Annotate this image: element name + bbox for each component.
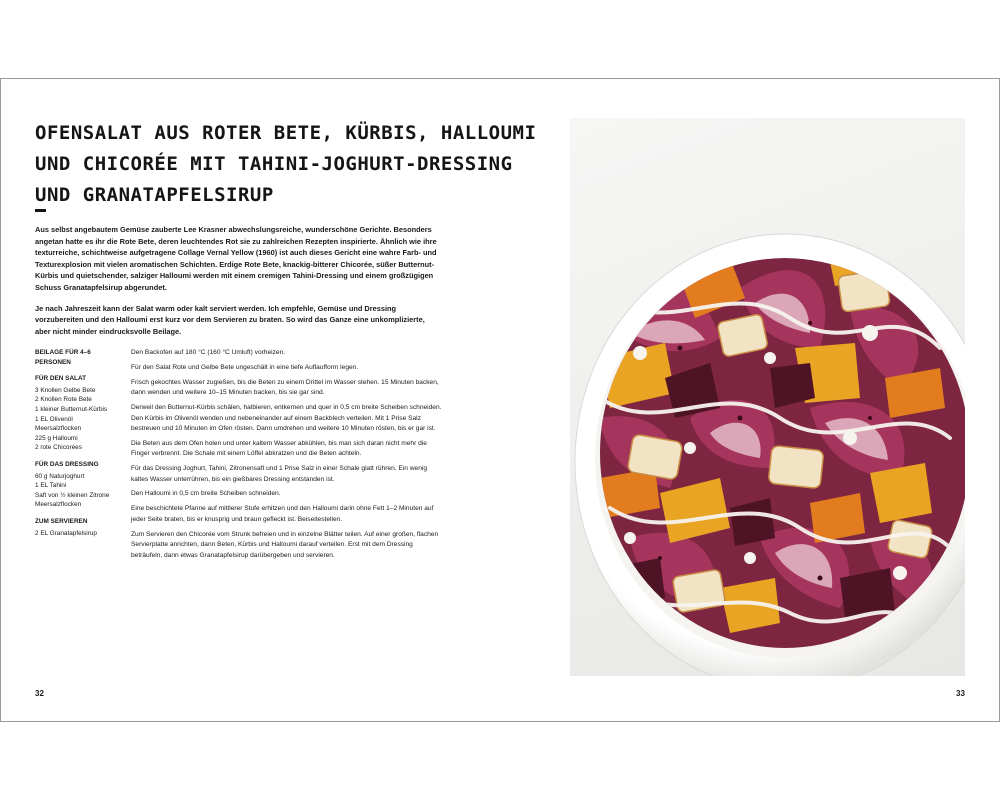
- ingredient-item: Meersalzflocken: [35, 501, 82, 509]
- recipe-step: Für das Dressing Joghurt, Tahini, Zitronensaft und 1 Prise Salz in einer Schale glatt rühren. Ein wenig kaltes Wasser unterrühren, bis ein gießbares Dressing entstanden ist.: [131, 465, 428, 483]
- ingredient-heading-salad: FÜR DEN SALAT: [35, 375, 87, 383]
- recipe-step: Die Beten aus dem Ofen holen und unter kaltem Wasser abkühlen, bis man sich daran nicht mehr die Finger verbrennt. Die Schale mit einem Löffel abkratzen und die Beten achteln.: [131, 439, 427, 458]
- servings-heading: BEILAGE FÜR 4–6 PERSONEN: [35, 349, 91, 366]
- salad-illustration: [570, 118, 965, 676]
- ingredient-item: 2 Knollen Rote Bete: [35, 396, 92, 404]
- recipe-steps: [131, 348, 443, 565]
- recipe-step: Für den Salat Rote und Gelbe Bete ungeschält in eine tiefe Auflaufform legen.: [131, 363, 359, 371]
- ingredient-item: 60 g Naturjoghurt: [35, 472, 85, 480]
- title-dash: [35, 209, 46, 212]
- salad-bowl-photo: [570, 118, 965, 676]
- ingredient-group-serving: [35, 517, 127, 538]
- ingredient-item: 1 EL Tahini: [35, 482, 67, 490]
- ingredient-item: Meersalzflocken: [35, 425, 82, 433]
- ingredient-item: 225 g Halloumi: [35, 434, 78, 442]
- ingredient-list: [35, 348, 127, 545]
- ingredient-item: 2 rote Chicorées: [35, 444, 82, 452]
- recipe-step: Den Halloumi in 0,5 cm breite Scheiben schneiden.: [131, 490, 281, 498]
- ingredient-item: Saft von ½ kleinen Zitrone: [35, 491, 110, 499]
- intro-paragraph-2: Je nach Jahreszeit kann der Salat warm oder kalt serviert werden. Ich empfehle, Gemüse und Dressing vorzubereiten und den Halloumi erst kurz vor dem Servieren zu braten. So wird das Ganze eine unkomplizierte, aber nicht minder eindrucksvolle Beilage.: [35, 303, 425, 336]
- ingredient-item: 3 Knollen Gelbe Bete: [35, 386, 96, 394]
- title-line-2: UND CHICORÉE MIT TAHINI-JOGHURT-DRESSING: [35, 153, 513, 175]
- title-line-1: OFENSALAT AUS ROTER BETE, KÜRBIS, HALLOUMI: [35, 122, 537, 144]
- ingredient-item: 2 EL Granatapfelsirup: [35, 529, 97, 537]
- ingredient-item: 1 kleiner Butternut-Kürbis: [35, 405, 108, 413]
- intro-paragraph-1: Aus selbst angebautem Gemüse zauberte Lee Krasner abwechslungsreiche, wunderschöne Gerichte. Besonders angetan hatte es ihr die Rote Bete, deren leuchtendes Rot sie zu zahlreichen Rezepten inspirierte. Ähnlich wie ihre texturreiche, schichtweise aufgetragene Collage Vernal Yellow (1960) ist auch dieses Gericht eine wahre Farb- und Texturexplosion mit vielen aromatischen Schichten. Erdige Rote Bete, knackig-bitterer Chicorée, süßer Butternut-Kürbis und quietschender, salziger Halloumi werden mit einem cremigen Tahini-Dressing und einem großzügigen Schuss Granatapfelsirup abgerundet.: [35, 225, 437, 292]
- ingredient-group-salad: [35, 374, 127, 453]
- title-line-3: UND GRANATAPFELSIRUP: [35, 184, 274, 206]
- recipe-step: Den Backofen auf 180 °C (160 °C Umluft) vorheizen.: [131, 349, 286, 356]
- ingredient-group-dressing: [35, 460, 127, 510]
- recipe-step: Frisch gekochtes Wasser zugießen, bis die Beten zu einem Drittel im Wasser stehen. 15 Minuten backen, dann wenden und weitere 10–15 Minuten backen, bis sie gar sind.: [131, 378, 439, 397]
- recipe-step: Zum Servieren den Chicorée vom Strunk befreien und in einzelne Blätter teilen. Auf einer großen, flachen Servierplatte anrichten, dann Beten, Kürbis und Halloumi darauf verteilen. Erst mit dem Dressing beträufeln, dann etwas Granatapfelsirup darübergeben und servieren.: [131, 530, 439, 559]
- ingredient-group-servings: [35, 348, 127, 367]
- page-number-left: 32: [35, 689, 44, 698]
- ingredient-heading-dressing: FÜR DAS DRESSING: [35, 460, 99, 468]
- recipe-step: Derweil den Butternut-Kürbis schälen, halbieren, entkernen und quer in 0,5 cm breite Scheiben schneiden. Den Kürbis im Olivenöl wenden und nebeneinander auf einem Backblech verteilen. Mit 1 Prise Salz bestreuen und 10 Minuten im Ofen rösten. Dann umdrehen und weitere 10 Minuten rösten, bis er gar ist.: [131, 404, 442, 432]
- recipe-title: [35, 118, 537, 211]
- ingredient-item: 1 EL Olivenöl: [35, 415, 73, 423]
- recipe-intro: [35, 224, 439, 346]
- recipe-step: Eine beschichtete Pfanne auf mittlerer Stufe erhitzen und den Halloumi darin ohne Fett 1–2 Minuten auf jeder Seite braten, bis er knusprig und braun gefleckt ist. Beiseitestellen.: [131, 505, 434, 523]
- page-number-right: 33: [956, 689, 965, 698]
- ingredient-heading-serving: ZUM SERVIEREN: [35, 517, 88, 525]
